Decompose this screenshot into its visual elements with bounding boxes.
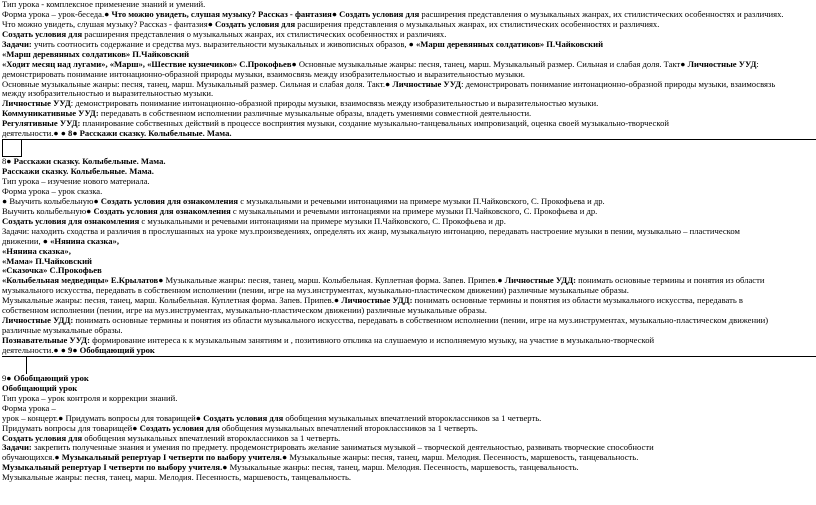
bold-text: ●	[331, 9, 340, 19]
bold-text: ● Создать условия для	[195, 413, 284, 423]
text-line	[2, 384, 816, 394]
bold-text: ● ● 8● Расскажи сказку. Колыбельные. Мама.	[53, 129, 232, 139]
text-run: Форма урока – урок сказка.	[2, 186, 103, 196]
bold-text: ●	[291, 59, 299, 69]
bold-text: Создать условия для	[2, 29, 83, 39]
text-run: музыкального искусства, передавать в собственном исполнении (пении, игре на муз.инструментах, музыкально-пластическом движении) различные музыкальные образы.	[2, 286, 629, 296]
text-run: Музыкальные жанры: песня, танец, марш. Мелодия. Песенность, маршевость, танцевальность.	[2, 473, 352, 483]
text-line	[2, 374, 816, 384]
text-run: ● Выучить колыбельную	[2, 196, 94, 206]
bold-text: «Марш деревянных солдатиков» П.Чайковский	[2, 49, 190, 59]
text-line	[2, 266, 816, 276]
bold-text: ● Создать условия для	[207, 19, 296, 29]
bold-text: Создать условия для	[2, 433, 83, 443]
text-run: 8	[2, 157, 7, 167]
text-run: Основные музыкальные жанры: песня, танец, марш. Музыкальный размер. Сильная и слабая доля. Такт.	[2, 79, 385, 89]
text-run: расширения представления о музыкальных жанрах, их стилистических особенностях и различиях.	[419, 9, 784, 19]
text-line	[2, 286, 816, 296]
text-run: Что можно увидеть, слушая музыку? Рассказ - фантазия	[2, 19, 208, 29]
text-run: понимать основные термины и понятия из области музыкального искусства, передавать в собственном исполнении (пении, игре на муз.инструментах, музыкально-пластическом движении)	[73, 316, 769, 326]
text-line	[2, 109, 816, 119]
text-line	[2, 89, 816, 99]
table-rule	[2, 356, 816, 357]
text-line	[2, 10, 816, 20]
text-line	[2, 129, 816, 139]
text-line	[2, 167, 816, 177]
text-line	[2, 177, 816, 187]
text-line	[2, 30, 816, 40]
bold-text: ● Обобщающий урок	[6, 373, 89, 383]
bold-text: «Сказочка» С.Прокофьев	[2, 266, 102, 276]
table-rule	[2, 139, 816, 140]
bold-text: ●	[158, 276, 166, 286]
text-run: деятельности.	[2, 345, 54, 355]
bold-text: Личностные УДД:	[2, 316, 74, 326]
lesson-block-8	[2, 157, 816, 356]
text-run: Тип урока - комплексное применение знаний и умений.	[2, 0, 206, 9]
text-line	[2, 443, 816, 453]
text-run: : демонстрировать понимание интонационно-образной природы музыки, взаимосвязь	[461, 79, 776, 89]
text-line	[2, 346, 816, 356]
text-line	[2, 187, 816, 197]
text-run: Музыкальные жанры: песня, танец, марш. Колыбельная. Куплетная форма. Запев. Припев.	[2, 296, 334, 306]
bold-text: Музыкальный репертуар I четверти по выбору учителя.	[2, 463, 223, 473]
text-run: формирование интереса к к музыкальным занятиям и , позитивного отклика на слушаемую и исполняемую музыку, на участие в музыкально-творческой	[89, 336, 655, 345]
bold-text: Расскажи сказку. Колыбельные. Мама.	[2, 167, 154, 177]
lesson-block-7	[2, 0, 816, 139]
bold-text: ● Расскажи сказку. Колыбельные. Мама.	[6, 157, 166, 167]
bold-text: ● Личностные УУД	[680, 59, 757, 69]
text-run: обобщения музыкальных впечатлений второклассников за 1 четверть.	[82, 433, 341, 443]
bold-text: Обобщающий урок	[2, 383, 78, 393]
bold-text: Задачи:	[2, 443, 32, 453]
text-line	[2, 424, 816, 434]
text-run: планирование собственных действий в процессе восприятия музыки, создание музыкально-танцевальных импровизаций, оценка своей музыкально-творческой	[80, 119, 669, 129]
bold-text: ● «Нянина сказка»,	[42, 236, 119, 246]
text-run: понимать основные термины и понятия из области	[576, 276, 765, 286]
bold-text: ● Что можно увидеть, слушая музыку? Рассказ - фантазия	[104, 9, 332, 19]
text-run: расширения представления о музыкальных жанрах, их стилистических особенностях и различиях.	[82, 29, 447, 39]
bold-text: ● Личностные УУД	[384, 79, 462, 89]
text-run: закрепить полученные знания и умения по предмету. продемонстрировать желание заниматься музыкой – творческой деятельностью, развивать творческие способности	[31, 443, 654, 453]
text-line	[2, 60, 816, 70]
text-line	[2, 463, 816, 473]
text-line	[2, 306, 816, 316]
bold-text: Познавательные УУД:	[2, 336, 90, 345]
bold-text: Создать условия для	[339, 9, 420, 19]
text-run: обобщения музыкальных впечатлений второклассников за 1 четверть.	[219, 423, 478, 433]
table-cell-divider	[2, 139, 816, 157]
bold-text: ● ● 9● Обобщающий урок	[53, 345, 155, 355]
text-run: с музыкальными и речевыми интонациями на примере музыки П.Чайковского, С. Прокофьева и др.	[139, 216, 506, 226]
table-cell-edge	[26, 356, 27, 374]
table-cell-empty	[2, 139, 22, 157]
bold-text: ●	[281, 453, 290, 463]
text-line	[2, 326, 816, 336]
bold-text: Создать условия для ознакомления	[2, 216, 140, 226]
bold-text: «Ходит месяц над лугами», «Марш», «Шествие кузнечиков» С.Прокофьев	[2, 59, 292, 69]
text-run: Задачи: находить сходства и различия в прослушанных на уроке муз.произведениях, определять их жанр, музыкальную интонацию, передавать настроение музыки в пении, музыкально – пластическом	[2, 226, 740, 236]
bold-text: ● «Марш деревянных солдатиков» П.Чайковский	[408, 39, 604, 49]
bold-text: «Мама» П.Чайковский	[2, 256, 92, 266]
table-row-divider	[2, 356, 816, 374]
text-run: Придумать вопросы для товарищей	[65, 413, 196, 423]
bold-text: ● Личностные УДД:	[333, 296, 413, 306]
text-run: Придумать вопросы для товарищей	[2, 423, 133, 433]
text-run: 9	[2, 373, 7, 383]
text-line	[2, 227, 816, 237]
text-run: с музыкальными и речевыми интонациями на примере музыки П.Чайковского, С. Прокофьева и др.	[238, 196, 605, 206]
text-line	[2, 157, 816, 167]
text-line	[2, 20, 816, 30]
text-run: передавать в собственном исполнении различные музыкальные образы, владеть умениями совместной деятельности.	[98, 109, 532, 119]
text-run: Форма урока – урок-беседа.	[2, 9, 105, 19]
text-line	[2, 217, 816, 227]
text-line	[2, 276, 816, 286]
bold-text: Регулятивные УУД:	[2, 119, 81, 129]
bold-text: Коммуникативные УУД:	[2, 109, 99, 119]
text-line	[2, 257, 816, 267]
text-run: демонстрировать понимание интонационно-образной природы музыки, взаимосвязь между изобразительностью и выразительностью музыки.	[2, 69, 525, 79]
text-run: Выучить колыбельную	[2, 206, 87, 216]
text-line	[2, 473, 816, 483]
text-line	[2, 404, 816, 414]
bold-text: ● Создать условия для ознакомления	[86, 206, 231, 216]
text-line	[2, 434, 816, 444]
text-run: обобщения музыкальных впечатлений второклассников за 1 четверть.	[283, 413, 542, 423]
text-run: различные музыкальные образы.	[2, 326, 123, 336]
text-run: понимать основные термины и понятия из области музыкального искусства, передавать в	[412, 296, 743, 306]
text-run: :	[756, 59, 759, 69]
text-run: движении,	[2, 236, 43, 246]
bold-text: ●	[58, 413, 66, 423]
text-line	[2, 394, 816, 404]
text-run: собственном исполнении (пении, игре на муз.инструментах, музыкально-пластическом движении) различные музыкальные образы.	[2, 306, 487, 316]
bold-text: Личностные УУД	[2, 99, 71, 109]
bold-text: ● Создать условия для	[132, 423, 220, 433]
text-run: ● Музыкальные жанры: песня, танец, марш. Мелодия. Песенность, маршевость, танцевальность.	[222, 463, 579, 473]
text-run: деятельности.	[2, 129, 54, 139]
text-line	[2, 207, 816, 217]
bold-text: Задачи:	[2, 39, 32, 49]
text-run: с музыкальными и речевыми интонациями на примере музыки П.Чайковского, С. Прокофьева и др.	[230, 206, 598, 216]
text-line	[2, 119, 816, 129]
text-line	[2, 197, 816, 207]
text-line	[2, 40, 816, 50]
bold-text: ● Создать условия для ознакомления	[93, 196, 239, 206]
text-line	[2, 80, 816, 90]
text-run: обучающихся.	[2, 453, 55, 463]
text-line	[2, 70, 816, 80]
text-run: между изобразительностью и выразительностью музыки.	[2, 89, 214, 99]
text-line	[2, 99, 816, 109]
text-line	[2, 336, 816, 346]
text-run: Тип урока – урок контроля и коррекции знаний.	[2, 393, 178, 403]
bold-text: ● Музыкальный репертуар I четверти по выбору учителя.	[54, 453, 282, 463]
text-run: Форма урока –	[2, 403, 56, 413]
text-run: Тип урока – изучение нового материала.	[2, 177, 150, 186]
text-run: расширения представления о музыкальных жанрах, их стилистических особенностях и различиях.	[295, 19, 660, 29]
text-line	[2, 316, 816, 326]
bold-text: «Колыбельная медведицы» Е.Крылатов	[2, 276, 159, 286]
lesson-block-9	[2, 374, 816, 483]
text-line	[2, 247, 816, 257]
text-run: Музыкальные жанры: песня, танец, марш. Колыбельная. Куплетная форма. Запев. Припев.	[165, 276, 498, 286]
text-run: Музыкальные жанры: песня, танец, марш. Мелодия. Песенность, маршевость, танцевальность.	[289, 453, 639, 463]
bold-text: «Нянина сказка»,	[2, 246, 71, 256]
text-run: учить соотносить содержание и средства муз. выразительности музыкальных и живописных образов,	[31, 39, 409, 49]
bold-text: ● Личностные УДД:	[497, 276, 576, 286]
text-line	[2, 50, 816, 60]
text-line	[2, 414, 816, 424]
text-run: Основные музыкальные жанры: песня, танец, марш. Музыкальный размер. Сильная и слабая доля. Такт	[298, 59, 681, 69]
text-line	[2, 237, 816, 247]
text-run: урок – концерт.	[2, 413, 59, 423]
text-line	[2, 453, 816, 463]
text-line	[2, 0, 816, 10]
text-run: : демонстрировать понимание интонационно-образной природы музыки, взаимосвязь между изобразительностью и выразительностью музыки.	[70, 99, 599, 109]
text-line	[2, 296, 816, 306]
